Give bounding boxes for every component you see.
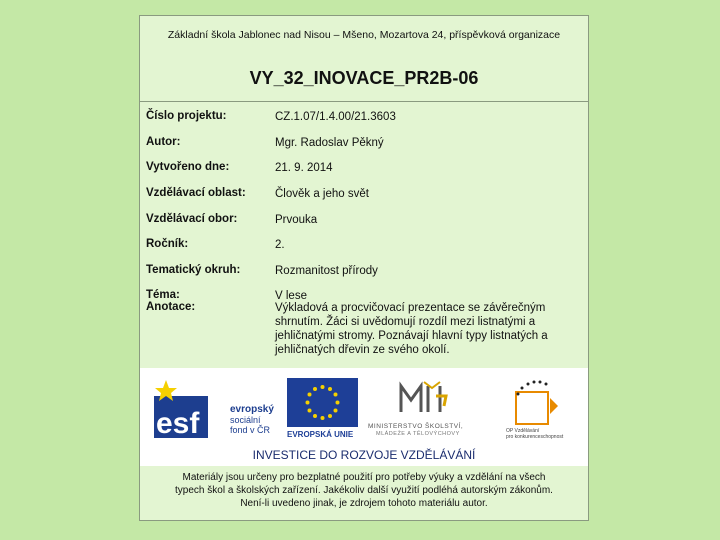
eu-flag-icon [287,378,358,427]
row-label: Číslo projektu: [146,110,227,122]
divider [140,101,588,102]
row-value: V lese [275,290,307,302]
investice-slogan: INVESTICE DO ROZVOJE VZDĚLÁVÁNÍ [252,448,476,462]
esf-line-2: sociální [230,415,261,425]
footer-line-2: typech škol a školských zařízení. Jakékoliv další využití podléhá autorským zákonům. [175,485,553,496]
title-card [139,15,589,521]
school-name: Základní škola Jablonec nad Nisou – Mšeno, Mozartova 24, příspěvková organizace [167,29,561,41]
row-label: Anotace: [146,301,196,313]
op-line-1: OP Vzdělávání [506,428,540,434]
footer-line-3: Není-li uvedeno jinak, je zdrojem tohoto materiálu autor. [240,498,488,509]
row-value: Rozmanitost přírody [275,265,378,277]
msmt-line-2: MLÁDEŽE A TĚLOVÝCHOVY [376,431,460,437]
op-vzdelavani-logo-icon [512,378,560,428]
row-value: Prvouka [275,214,318,226]
esf-logo-icon [154,378,208,438]
row-value: 21. 9. 2014 [275,162,333,174]
op-text [506,428,586,440]
logo-strip [140,368,588,466]
row-label: Téma: [146,289,180,301]
esf-text [230,404,274,435]
row-value: Mgr. Radoslav Pěkný [275,137,384,149]
op-line-2: pro konkurenceschopnost [506,434,564,440]
footer-note [140,471,588,510]
svg-text:esf: esf [156,407,200,438]
row-label: Ročník: [146,238,189,250]
row-value: Výkladová a procvičovací prezentace se závěrečným shrnutím. Žáci si uvědomují rozdíl mezi listnatými a jehličnatými stromy. Poznávají hlavní typy listnatých a jehličnatých dřevin ze svého okolí. [275,302,548,356]
row-label: Tematický okruh: [146,264,241,276]
row-label: Vytvořeno dne: [146,161,230,173]
row-label: Autor: [146,136,181,148]
footer-line-1: Materiály jsou určeny pro bezplatné použití pro potřeby výuky a vzdělání na všech [182,472,546,483]
material-code: VY_32_INOVACE_PR2B-06 [249,68,479,88]
esf-line-1: evropský [230,404,274,415]
row-label: Vzdělávací obor: [146,213,238,225]
esf-line-3: fond v ČR [230,425,271,435]
eu-label: EVROPSKÁ UNIE [287,430,354,439]
row-value: CZ.1.07/1.4.00/21.3603 [275,111,396,123]
msmt-line-1: MINISTERSTVO ŠKOLSTVÍ, [368,423,464,430]
row-value: Člověk a jeho svět [275,188,369,200]
row-value: 2. [275,239,285,251]
row-label: Vzdělávací oblast: [146,187,246,199]
